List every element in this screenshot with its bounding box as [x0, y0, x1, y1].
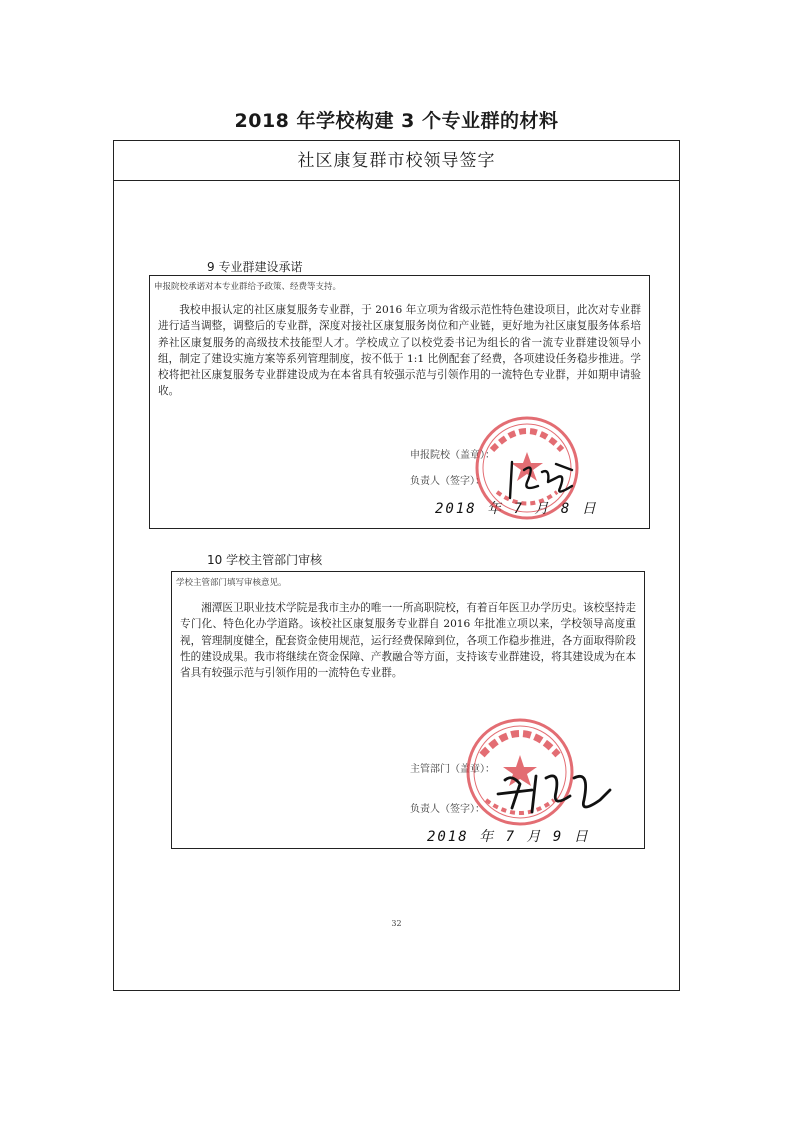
section9-title: 9 专业群建设承诺 [207, 260, 303, 274]
section10-sign-person: 负责人（签字）： [410, 804, 485, 815]
document-table [113, 140, 680, 991]
section10-body: 湘潭医卫职业技术学院是我市主办的唯一一所高职院校，有着百年医卫办学历史。该校坚持走专门化、特色化办学道路。该校社区康复服务专业群自 2016 年批准立项以来，学校领导高度重视，管理制度健全，配套资金使用规范，运行经费保障到位，各项工作稳步推进，各方面取得阶段性的建设成果。我市将继续在资金保障、产教融合等方面，支持该专业群建设，将其建设成为在本省具有较强示范与引领作用的一流特色专业群。 [180, 602, 636, 680]
table-header: 社区康复群市校领导签字 [114, 141, 679, 181]
section10-box [171, 571, 645, 849]
page-title: 2018 年学校构建 3 个专业群的材料 [234, 110, 559, 132]
section9-note: 申报院校承诺对本专业群给予政策、经费等支持。 [154, 282, 342, 292]
section9-sign-person: 负责人（签字）： [410, 476, 485, 487]
section9-box [149, 275, 650, 529]
page-number: 32 [391, 919, 402, 928]
section9-body: 我校申报认定的社区康复服务专业群，于 2016 年立项为省级示范性特色建设项目，此次对专业群进行适当调整，调整后的专业群，深度对接社区康复服务岗位和产业链，更好地为社区康复服务体系培养社区康复服务的高级技术技能型人才。学校成立了以校党委书记为组长的省一流专业群建设领导小组，制定了建设实施方案等系列管理制度，按不低于 1:1 比例配套了经费，各项建设任务稳步推进。学校将把社区康复服务专业群建设成为在本省具有较强示范与引领作用的一流特色专业群，并如期申请验收。 [158, 304, 641, 398]
section9-sign-school: 申报院校（盖章）： [410, 450, 495, 461]
section10-title: 10 学校主管部门审核 [207, 553, 323, 567]
section9-date: 2018 年 7 月 8 日 [435, 501, 598, 517]
section10-date: 2018 年 7 月 9 日 [427, 829, 590, 845]
section10-note: 学校主管部门填写审核意见。 [176, 578, 287, 588]
section10-sign-dept: 主管部门（盖章）： [410, 764, 495, 775]
